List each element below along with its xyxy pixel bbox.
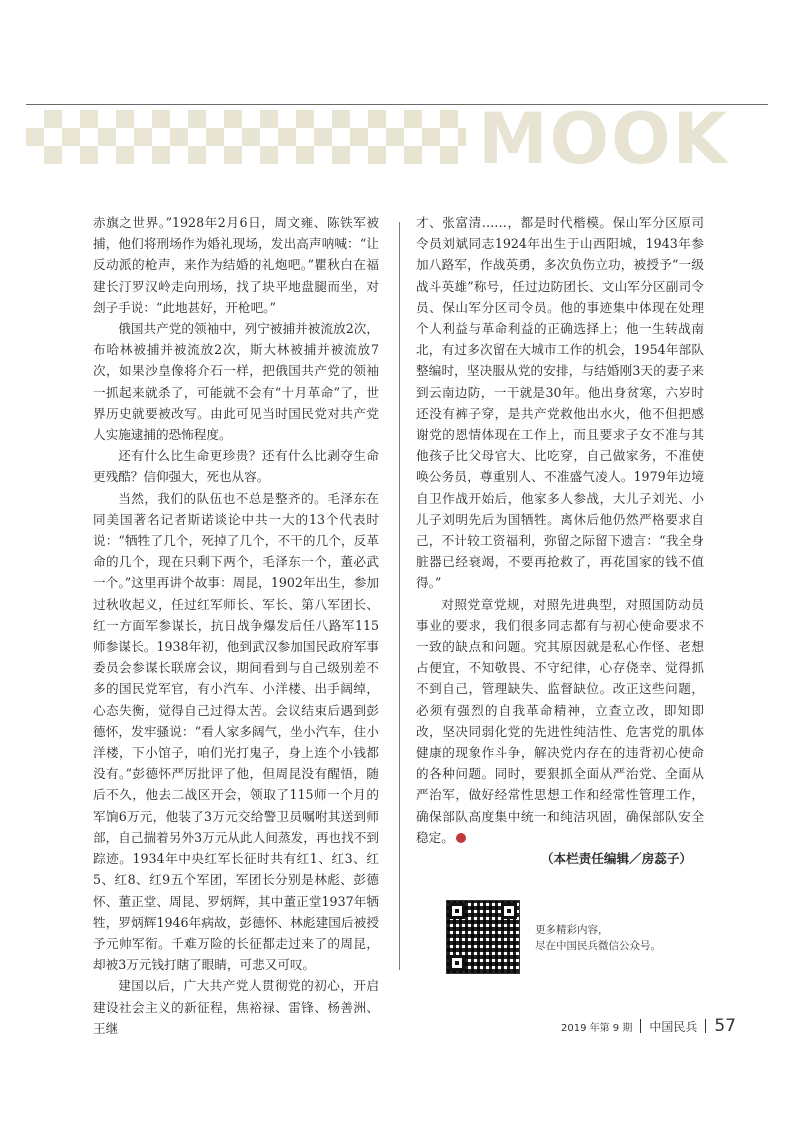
left-column: [93, 212, 379, 1039]
editor-note: （本栏责任编辑／房蕊子）: [540, 851, 692, 867]
column-divider: [399, 222, 400, 970]
right-paragraph-1: 才、张富清……，都是时代楷模。保山军分区原司令员刘斌同志1924年出生于山西阳城，1943年参加八路军，作战英勇，多次负伤立功，被授予“一级战斗英雄”称号，任过边防团长、文山军分区副司令员、保山军分区司令员。他的事迹集中体现在处理个人利益与革命利益的正确选择上；他一生转战南北，有过多次留在大城市工作的机会，1954年部队整编时，坚决服从党的安排，与结婚刚3天的妻子来到云南边防，一干就是30年。他出身贫寒，六岁时还没有裤子穿，是共产党救他出水火，他不但把感谢党的恩情体现在工作上，而且要求子女不准与其他孩子比父母官大、比吃穿，自己做家务，不准使唤公务员，尊重别人、不准盛气凌人。1979年边境自卫作战开始后，他家多人参战，大儿子刘光、小儿子刘明先后为国牺牲。离休后他仍然严格要求自己，不计较工资福利，弥留之际留下遗言：“我全身脏器已经衰竭，不要再抢救了，再花国家的钱不值得。”: [416, 215, 704, 591]
footer-separator: [640, 1019, 641, 1033]
left-paragraph-3: 还有什么比生命更珍贵？还有什么比剥夺生命更残酷？信仰强大，死也从容。: [93, 448, 379, 485]
footer-separator: [705, 1019, 706, 1033]
right-paragraph-2-text: 对照党章党规，对照先进典型，对照国防动员事业的要求，我们很多同志都有与初心使命要求不一致的缺点和问题。究其原因就是私心作怪、老想占便宜，不知敬畏、不守纪律，心存侥幸、觉得抓不到自己，管理缺失、监督缺位。改正这些问题，必须有强烈的自我革命精神，立查立改，即知即改，坚决同弱化党的先进性纯洁性、危害党的肌体健康的现象作斗争，解决党内存在的违背初心使命的各种问题。同时，要狠抓全面从严治党、全面从严治军，做好经常性思想工作和经常性管理工作，确保部队高度集中统一和纯洁巩固，确保部队安全稳定。: [416, 596, 704, 845]
article-end-mark-icon: [456, 833, 466, 843]
qr-caption: [535, 922, 675, 954]
brand-word: MOOK: [478, 98, 729, 180]
checker-pattern-decoration: [26, 110, 466, 164]
qr-caption-line-1: 更多精彩内容，: [535, 924, 609, 936]
qr-finder-icon: [501, 903, 517, 919]
left-paragraph-5: 建国以后，广大共产党人贯彻党的初心，开启建设社会主义的新征程，焦裕禄、雷锋、杨善洲、王继: [93, 978, 379, 1036]
left-paragraph-2: 俄国共产党的领袖中，列宁被捕并被流放2次，布哈林被捕并被流放2次，斯大林被捕并被流放7次，如果沙皇像将介石一样，把俄国共产党的领袖一抓起来就杀了，可能就不会有“十月革命”了，世界历史就要被改写。由此可见当时国民党对共产党人实施逮捕的恐怖程度。: [93, 321, 379, 443]
right-column: [416, 212, 704, 869]
qr-finder-icon: [449, 955, 465, 971]
left-paragraph-1: 赤旗之世界。”1928年2月6日，周文雍、陈铁军被捕，他们将刑场作为婚礼现场，发出高声呐喊：“让反动派的枪声，来作为结婚的礼炮吧。”瞿秋白在福建长汀罗汉岭走向刑场，找了块平地盘腿而坐，对刽子手说：“此地甚好，开枪吧。”: [93, 215, 379, 315]
qr-caption-line-2: 尽在中国民兵微信公众号。: [535, 940, 661, 952]
left-paragraph-4: 当然，我们的队伍也不总是整齐的。毛泽东在同美国著名记者斯诺谈论中共一大的13个代表时说：“牺牲了几个，死掉了几个，不干的几个，反革命的几个，现在只剩下两个，毛泽东一个，董必武一个。”这里再讲个故事：周昆，1902年出生，参加过秋收起义，任过红军师长、军长、第八军团长、红一方面军参谋长，抗日战争爆发后任八路军115师参谋长。1938年初，他到武汉参加国民政府军事委员会参谋长联席会议，期间看到与自己级别差不多的国民党军官，有小汽车、小洋楼、出手阔绰，心态失衡，觉得自己过得太苦。会议结束后遇到彭德怀，发牢骚说：“看人家多阔气，坐小汽车，住小洋楼，下小馆子，咱们光打鬼子，身上连个小钱都没有。”彭德怀严厉批评了他，但周昆没有醒悟，随后不久，他去二战区开会，领取了115师一个月的军饷6万元，他装了3万元交给警卫员嘱咐其送到师部，自己揣着另外3万元从此人间蒸发，再也找不到踪迹。1934年中央红军长征时共有红1、红3、红5、红8、红9五个军团，军团长分别是林彪、彭德怀、董正堂、周昆、罗炳辉，其中董正堂1937年牺牲，罗炳辉1946年病故，彭德怀、林彪建国后被授予元帅军衔。千难万险的长征都走过来了的周昆，却被3万元钱打瞎了眼睛，可悲又可叹。: [93, 490, 379, 973]
right-paragraph-2: [416, 594, 704, 848]
qr-finder-icon: [449, 903, 465, 919]
page-footer: [561, 1016, 736, 1036]
issue-label: 2019 年第 9 期: [560, 1023, 633, 1034]
page-number: 57: [714, 1016, 736, 1036]
magazine-name: 中国民兵: [649, 1020, 698, 1034]
wechat-qr-code[interactable]: [446, 900, 520, 974]
